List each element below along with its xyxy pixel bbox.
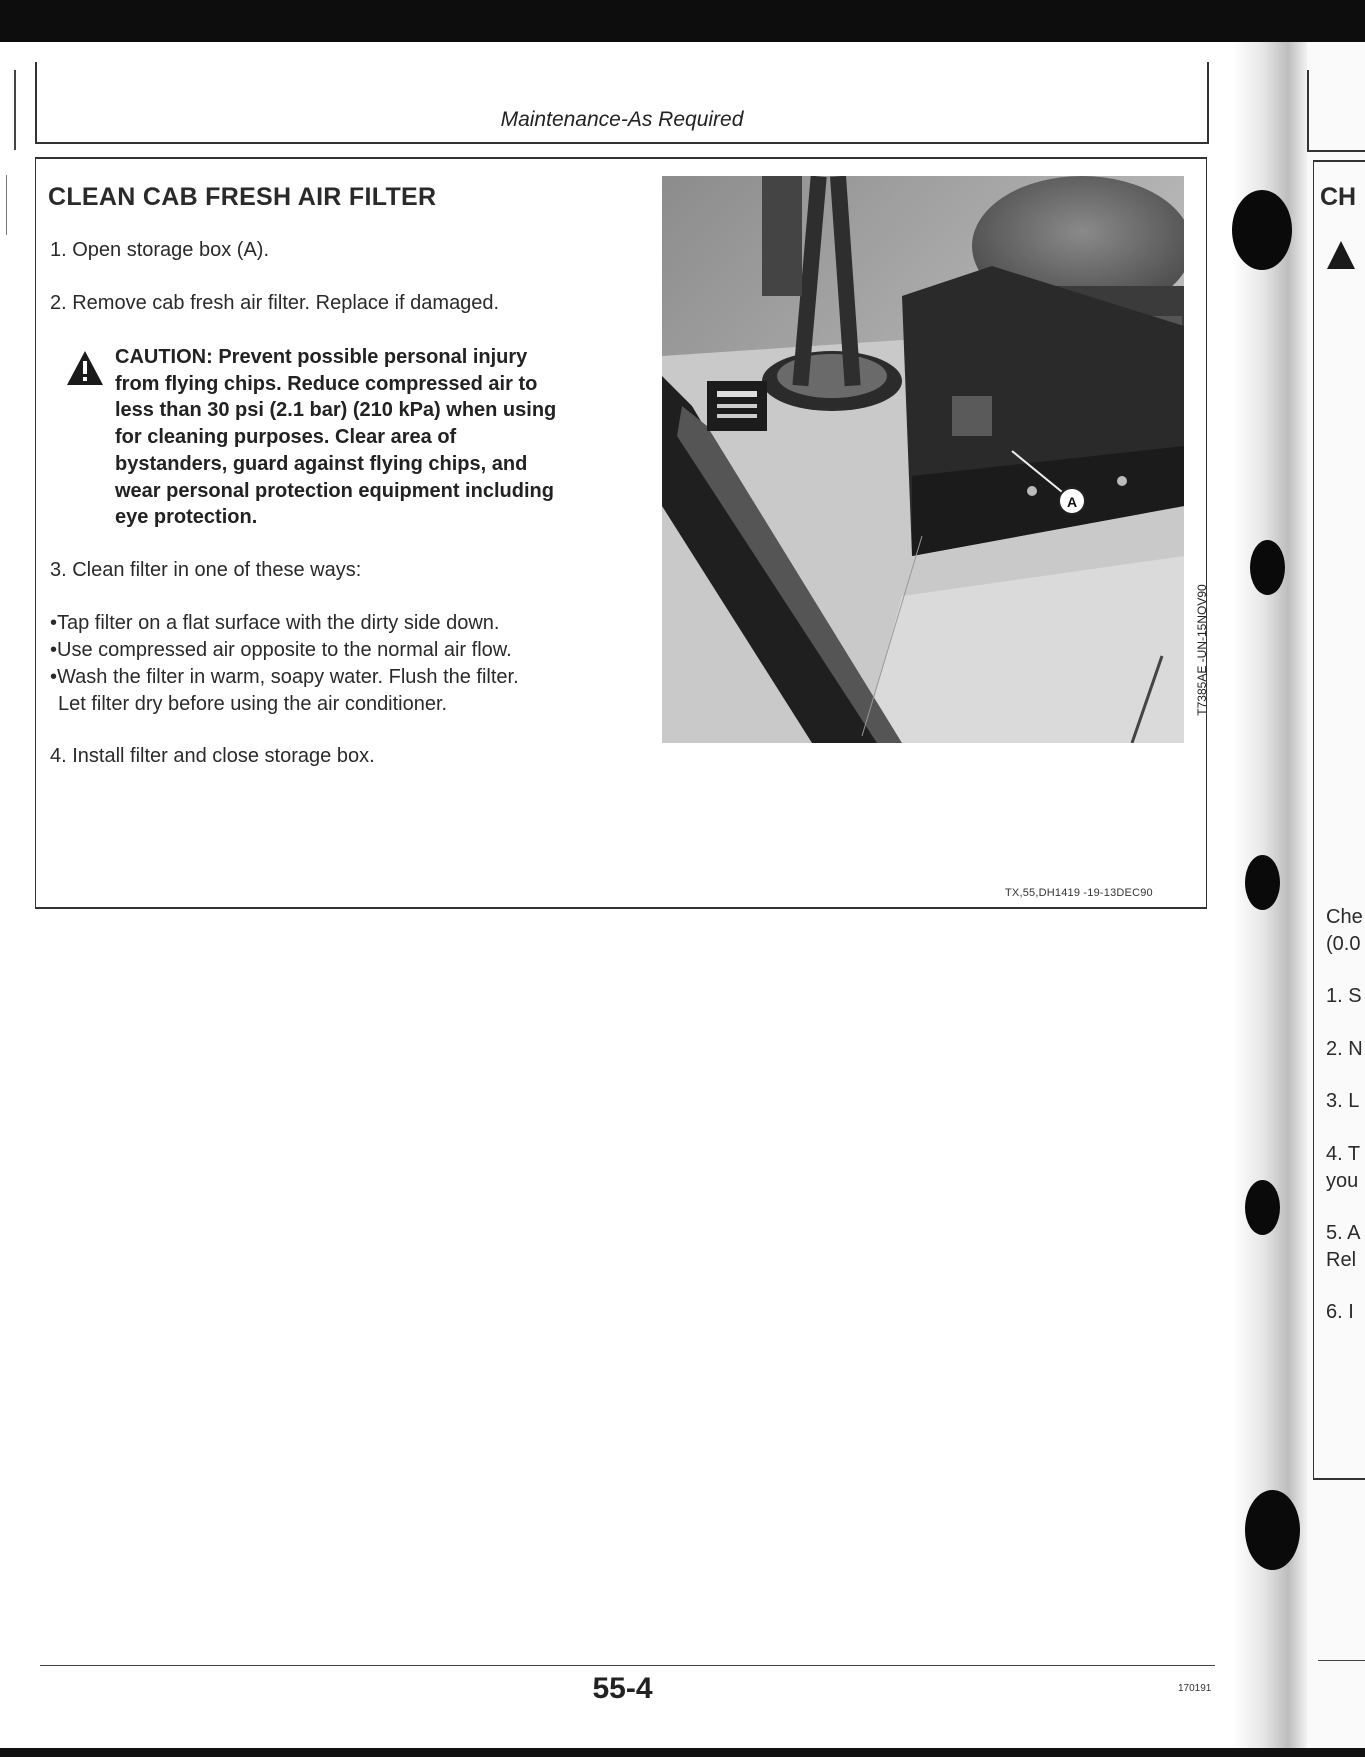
binder-hole [1232, 190, 1292, 270]
list-item: •Use compressed air opposite to the normal air flow. [50, 639, 512, 661]
next-page-line: 4. T [1326, 1143, 1361, 1165]
footer-code: 170191 [1178, 1683, 1212, 1694]
caution-line: eye protection. [115, 506, 258, 529]
caution-line: wear personal protection equipment including [115, 479, 554, 502]
next-page-line: (0.0 [1326, 933, 1361, 955]
scan-bottom-border [0, 1748, 1365, 1757]
list-item: •Tap filter on a flat surface with the dirty side down. [50, 612, 500, 634]
header-box [35, 62, 1209, 144]
next-page-line: 2. N [1326, 1038, 1363, 1060]
scan-top-border [0, 0, 1365, 42]
list-item: •Wash the filter in warm, soapy water. Flush the filter. [50, 666, 519, 688]
document-reference-code: TX,55,DH1419 -19-13DEC90 [1005, 887, 1153, 899]
caution-line: from flying chips. Reduce compressed air to [115, 372, 538, 395]
margin-line [14, 70, 16, 150]
caution-line: CAUTION: Prevent possible personal injury [115, 346, 528, 368]
warning-triangle-icon [1326, 240, 1356, 270]
next-page-line: Che [1326, 906, 1363, 928]
next-page-line: 3. L [1326, 1090, 1360, 1112]
page-number: 55-4 [592, 1672, 653, 1705]
next-page-section-box [1313, 160, 1365, 1480]
next-page-line: you [1326, 1170, 1359, 1192]
next-page-footer-rule [1318, 1660, 1365, 1661]
section-title: CLEAN CAB FRESH AIR FILTER [48, 183, 437, 211]
figure-code-text: T7385AE -UN-15NOV90 [1195, 584, 1209, 716]
header-title: Maintenance-As Required [500, 108, 744, 131]
next-page-line: 6. I [1326, 1301, 1354, 1323]
caution-text [115, 344, 635, 531]
warning-triangle-icon [66, 350, 104, 386]
next-page-header-box [1307, 70, 1365, 152]
list-item: Let filter dry before using the air conditioner. [58, 693, 448, 715]
step-1: 1. Open storage box (A). [50, 239, 270, 261]
next-page-line: 1. S [1326, 985, 1362, 1007]
margin-line [6, 175, 7, 235]
next-page-line: Rel [1326, 1249, 1357, 1271]
binder-hole [1245, 1180, 1280, 1235]
step-4: 4. Install filter and close storage box. [50, 745, 375, 767]
binder-hole [1245, 855, 1280, 910]
binder-hole [1250, 540, 1285, 595]
next-page-line: 5. A [1326, 1222, 1361, 1244]
caution-line: less than 30 psi (2.1 bar) (210 kPa) when using [115, 399, 557, 422]
figure-side-code [1192, 560, 1212, 740]
callout-label: A [1066, 494, 1078, 510]
caution-line: for cleaning purposes. Clear area of [115, 426, 457, 449]
step-2: 2. Remove cab fresh air filter. Replace if damaged. [50, 292, 500, 314]
photo-illustration [662, 176, 1184, 743]
footer-rule [40, 1665, 1215, 1666]
next-page-title: CH [1320, 183, 1357, 211]
caution-line: bystanders, guard against flying chips, and [115, 452, 528, 475]
binder-hole [1245, 1490, 1300, 1570]
step-3: 3. Clean filter in one of these ways: [50, 559, 362, 581]
cleaning-methods-list [50, 610, 519, 718]
storage-box-photo [662, 176, 1184, 743]
